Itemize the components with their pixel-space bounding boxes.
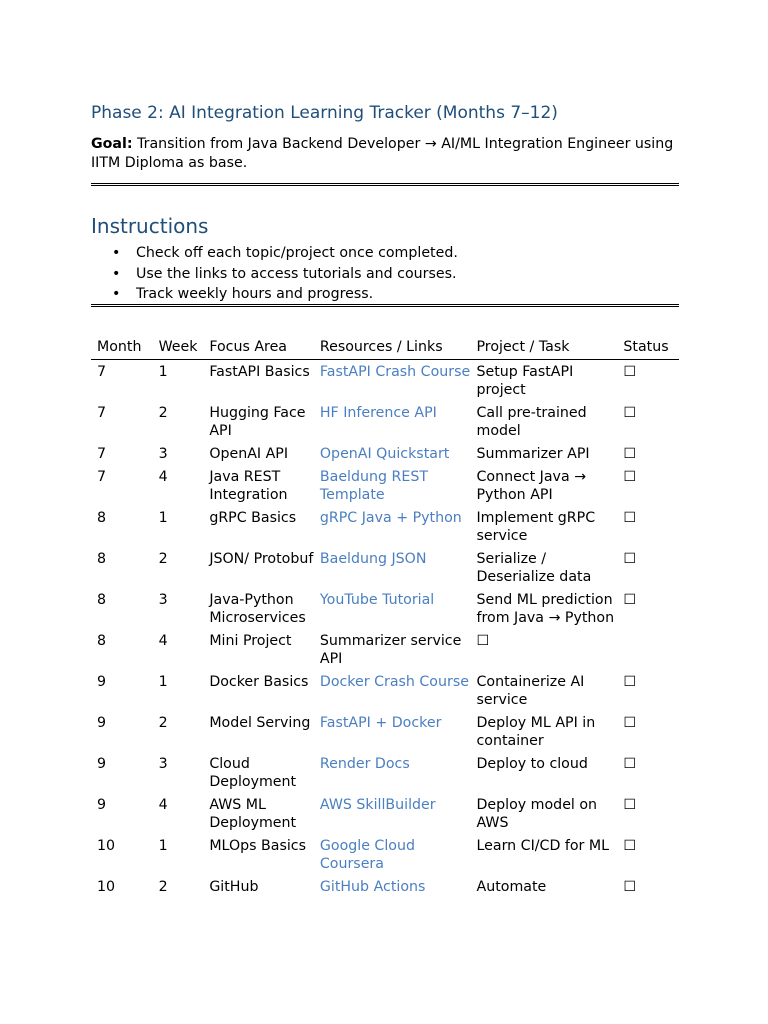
resource-link[interactable]: Docker Crash Course <box>319 674 469 690</box>
status-checkbox[interactable]: ☐ <box>623 592 637 608</box>
header-week: Week <box>153 338 204 360</box>
table-row <box>91 752 679 793</box>
cell-project: Summarizer API <box>476 446 590 462</box>
cell-resource <box>314 711 471 752</box>
status-checkbox[interactable]: ☐ <box>476 633 490 649</box>
cell-focus-area: AWS ML Deployment <box>209 797 297 831</box>
header-focus-area: Focus Area <box>203 338 314 360</box>
tracker-table-body <box>91 360 679 899</box>
list-item-text: Check off each topic/project once completed. <box>136 245 458 261</box>
cell-week: 3 <box>158 592 168 608</box>
header-status: Status <box>617 338 679 360</box>
table-row <box>91 588 679 629</box>
resource-link[interactable]: GitHub Actions <box>319 879 426 895</box>
cell-project: Call pre-trained model <box>476 405 587 439</box>
cell-focus-area: JSON/ Protobuf <box>209 551 314 567</box>
resource-link[interactable]: YouTube Tutorial <box>319 592 435 608</box>
status-checkbox[interactable]: ☐ <box>623 469 637 485</box>
cell-resource <box>314 875 471 898</box>
cell-resource <box>314 752 471 793</box>
cell-week: 1 <box>158 838 168 854</box>
cell-month: 10 <box>97 879 116 895</box>
cell-focus-area: Hugging Face API <box>209 405 306 439</box>
resource-link[interactable]: FastAPI + Docker <box>319 715 442 731</box>
list-item-text: Use the links to access tutorials and courses. <box>136 265 457 282</box>
status-checkbox[interactable]: ☐ <box>623 797 637 813</box>
cell-resource <box>314 506 471 547</box>
cell-project: Implement gRPC service <box>476 510 596 544</box>
resource-link[interactable]: Baeldung REST Template <box>319 469 428 503</box>
cell-focus-area: gRPC Basics <box>209 510 297 526</box>
goal-statement <box>91 135 679 173</box>
cell-week: 3 <box>158 446 168 462</box>
cell-project: Automate <box>476 879 547 895</box>
cell-focus-area: OpenAI API <box>209 446 289 462</box>
cell-month: 8 <box>97 510 107 526</box>
resource-link[interactable]: HF Inference API <box>319 405 437 421</box>
cell-week: 1 <box>158 674 168 690</box>
cell-week: 4 <box>158 469 168 485</box>
list-item <box>91 285 458 306</box>
cell-month: 7 <box>97 364 107 380</box>
bullet-icon: • <box>112 286 121 302</box>
status-checkbox[interactable]: ☐ <box>623 364 637 380</box>
tracker-table <box>91 338 679 898</box>
bullet-icon: • <box>112 265 121 282</box>
cell-week: 2 <box>158 551 168 567</box>
table-row <box>91 506 679 547</box>
table-row <box>91 465 679 506</box>
header-resources: Resources / Links <box>314 338 471 360</box>
resource-link[interactable]: AWS SkillBuilder <box>319 797 436 813</box>
cell-week: 4 <box>158 797 168 813</box>
cell-month: 8 <box>97 633 107 649</box>
table-row <box>91 834 679 875</box>
cell-project: Deploy model on AWS <box>476 797 598 831</box>
status-checkbox[interactable]: ☐ <box>623 674 637 690</box>
cell-week: 3 <box>158 756 168 772</box>
cell-week: 2 <box>158 405 168 421</box>
table-row <box>91 793 679 834</box>
cell-project: Send ML prediction from Java → Python <box>476 592 615 626</box>
resource-link[interactable]: Render Docs <box>319 756 410 772</box>
cell-week: 2 <box>158 879 168 895</box>
cell-resource <box>314 547 471 588</box>
page-title: Phase 2: AI Integration Learning Tracker (Months 7–12) <box>91 103 558 123</box>
resource-link[interactable]: Google Cloud Coursera <box>319 838 415 872</box>
cell-focus-area: Mini Project <box>209 633 292 649</box>
cell-focus-area: FastAPI Basics <box>209 364 310 380</box>
cell-focus-area: GitHub <box>209 879 259 895</box>
cell-resource-text: Summarizer service API <box>319 633 462 667</box>
cell-month: 9 <box>97 797 107 813</box>
cell-focus-area: Cloud Deployment <box>209 756 297 790</box>
cell-project: Serialize / Deserialize data <box>476 551 592 585</box>
cell-project: Connect Java → Python API <box>476 469 587 503</box>
cell-month: 7 <box>97 446 107 462</box>
cell-resource <box>314 442 471 465</box>
table-row <box>91 401 679 442</box>
table-header-row <box>91 338 679 360</box>
header-month: Month <box>91 338 153 360</box>
cell-project: Setup FastAPI project <box>476 364 574 398</box>
table-row <box>91 442 679 465</box>
status-checkbox[interactable]: ☐ <box>623 446 637 462</box>
cell-week: 1 <box>158 364 168 380</box>
status-checkbox[interactable]: ☐ <box>623 879 637 895</box>
cell-project: Deploy to cloud <box>476 756 588 772</box>
bullet-icon: • <box>112 245 121 261</box>
resource-link[interactable]: FastAPI Crash Course <box>319 364 471 380</box>
header-project: Project / Task <box>471 338 618 360</box>
cell-month: 8 <box>97 592 107 608</box>
instructions-list <box>91 244 458 306</box>
table-row <box>91 711 679 752</box>
list-item-text: Track weekly hours and progress. <box>136 286 374 302</box>
resource-link[interactable]: gRPC Java + Python <box>319 510 462 526</box>
cell-focus-area: MLOps Basics <box>209 838 306 854</box>
cell-resource <box>314 588 471 629</box>
resource-link[interactable]: Baeldung JSON <box>319 551 427 567</box>
status-checkbox[interactable]: ☐ <box>623 551 637 567</box>
cell-month: 10 <box>97 838 116 854</box>
cell-resource <box>314 793 471 834</box>
cell-focus-area: Model Serving <box>209 715 311 731</box>
cell-project: Learn CI/CD for ML <box>476 838 610 854</box>
cell-project: Containerize AI service <box>476 674 585 708</box>
cell-resource <box>314 401 471 442</box>
status-checkbox[interactable]: ☐ <box>623 405 637 421</box>
list-item <box>91 265 458 286</box>
goal-text: Transition from Java Backend Developer → AI/ML Integration Engineer using IITM Diploma as base. <box>91 136 674 171</box>
cell-month: 7 <box>97 469 107 485</box>
cell-status-empty <box>617 629 679 670</box>
table-row <box>91 875 679 898</box>
table-row <box>91 360 679 402</box>
cell-resource <box>314 360 471 402</box>
resource-link[interactable]: OpenAI Quickstart <box>319 446 450 462</box>
cell-project: Deploy ML API in container <box>476 715 596 749</box>
status-checkbox[interactable]: ☐ <box>623 510 637 526</box>
cell-month: 9 <box>97 756 107 772</box>
cell-month: 9 <box>97 715 107 731</box>
cell-resource <box>314 670 471 711</box>
cell-month: 7 <box>97 405 107 421</box>
table-row <box>91 670 679 711</box>
section-divider <box>91 304 679 307</box>
cell-month: 9 <box>97 674 107 690</box>
table-row <box>91 547 679 588</box>
cell-month: 8 <box>97 551 107 567</box>
instructions-heading: Instructions <box>91 214 209 238</box>
cell-focus-area: Docker Basics <box>209 674 309 690</box>
cell-resource <box>314 465 471 506</box>
status-checkbox[interactable]: ☐ <box>623 715 637 731</box>
cell-week: 4 <box>158 633 168 649</box>
cell-week: 2 <box>158 715 168 731</box>
cell-week: 1 <box>158 510 168 526</box>
cell-focus-area: Java-Python Microservices <box>209 592 306 626</box>
status-checkbox[interactable]: ☐ <box>623 838 637 854</box>
status-checkbox[interactable]: ☐ <box>623 756 637 772</box>
cell-resource <box>314 834 471 875</box>
table-row <box>91 629 679 670</box>
cell-focus-area: Java REST Integration <box>209 469 288 503</box>
list-item <box>91 244 458 265</box>
section-divider <box>91 183 679 186</box>
goal-label: Goal: <box>91 136 133 152</box>
